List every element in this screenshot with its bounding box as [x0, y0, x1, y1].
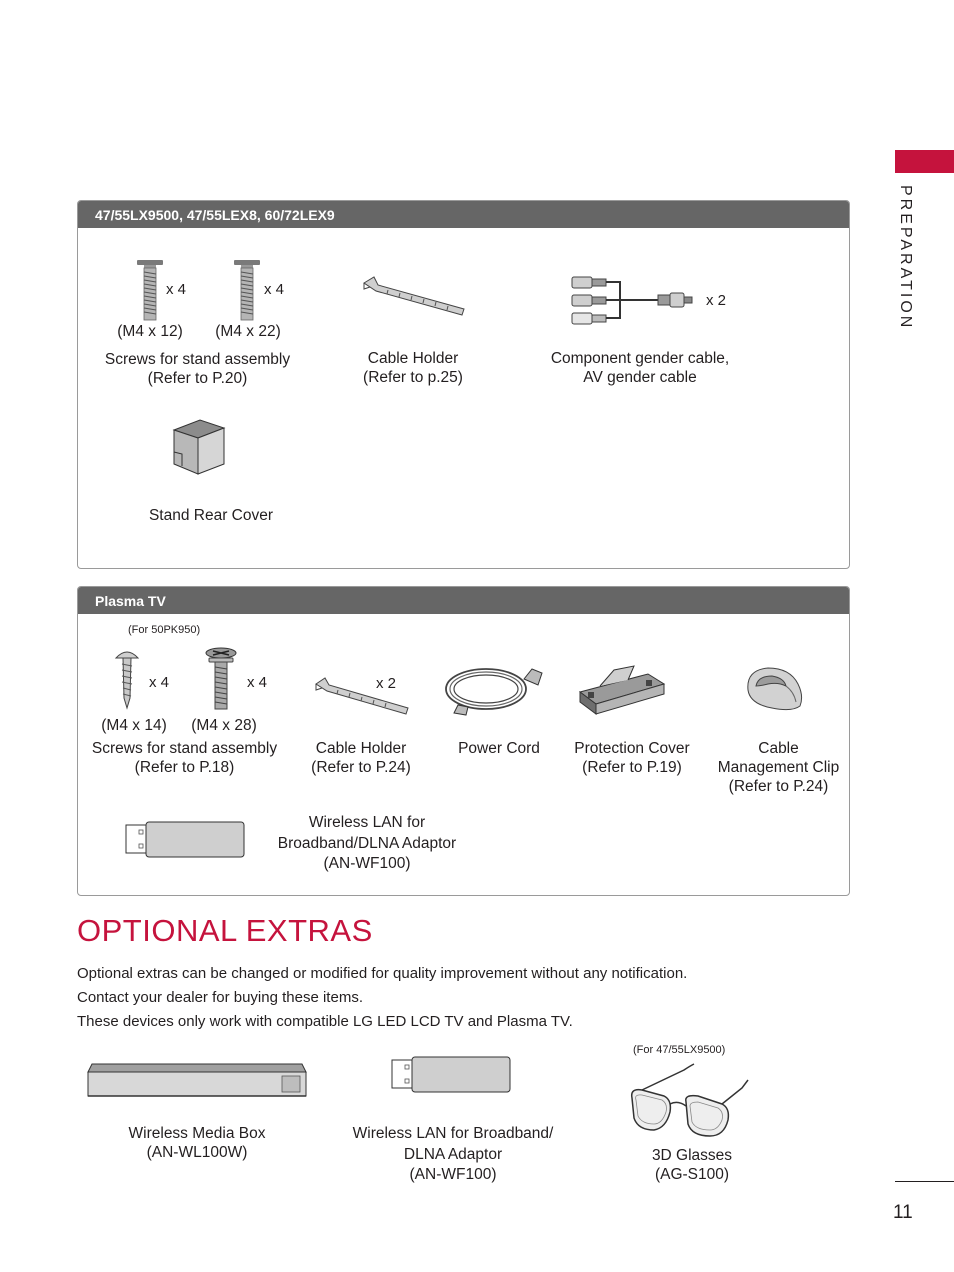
cable-clip-caption: Cable Management Clip (Refer to P.24) [717, 740, 840, 795]
intro-line-1: Optional extras can be changed or modified for quality improvement without any notification. [77, 965, 688, 982]
usb-adaptor-icon [392, 1056, 512, 1094]
plasma-screw-b-quantity: x 4 [247, 674, 268, 691]
plasma-screw-a-quantity: x 4 [149, 674, 170, 691]
screw-b-quantity: x 4 [264, 281, 285, 298]
power-cord-icon [440, 655, 545, 717]
wireless-lan-caption: Wireless LAN for Broadband/ DLNA Adaptor (AN-WF100) [352, 1125, 554, 1183]
plasma-screw-b-size: (M4 x 28) [191, 717, 257, 734]
plasma-wireless-lan-caption: Wireless LAN for Broadband/DLNA Adaptor (AN-WF100) [277, 814, 457, 872]
cable-clip-icon [742, 664, 806, 714]
3d-glasses-icon [628, 1060, 752, 1140]
plasma-box-header: Plasma TV [78, 587, 849, 614]
plasma-cable-holder-quantity: x 2 [376, 675, 397, 692]
page-number: 11 [893, 1202, 913, 1223]
plasma-screw-a-size: (M4 x 14) [101, 717, 167, 734]
section-tab-label: PREPARATION [897, 185, 914, 331]
stand-rear-cover-icon [172, 418, 226, 476]
page-number-rule [895, 1181, 954, 1182]
screw-a-size: (M4 x 12) [117, 323, 183, 340]
cable-holder-icon [360, 275, 470, 320]
plasma-cable-holder-caption: Cable Holder (Refer to P.24) [311, 740, 411, 776]
glasses-model-note: (For 47/55LX9500) [633, 1044, 726, 1056]
cable-holder-icon [312, 676, 412, 718]
intro-line-2: Contact your dealer for buying these items. [77, 989, 363, 1006]
plasma-screws-caption: Screws for stand assembly (Refer to P.18) [91, 740, 278, 776]
cable-holder-caption: Cable Holder (Refer to p.25) [363, 350, 463, 386]
gender-cable-icon [570, 275, 705, 330]
stand-rear-cover-caption: Stand Rear Cover [148, 507, 274, 524]
power-cord-caption: Power Cord [458, 740, 540, 757]
media-box-icon [86, 1062, 308, 1100]
screws-caption: Screws for stand assembly (Refer to P.20) [104, 351, 291, 387]
protection-cover-icon [578, 662, 666, 716]
screw-a-quantity: x 4 [166, 281, 187, 298]
screw-icon [232, 260, 262, 322]
gender-cable-quantity: x 2 [706, 292, 727, 309]
lcd-box-header: 47/55LX9500, 47/55LEX8, 60/72LEX9 [78, 201, 849, 228]
section-tab-marker [895, 150, 954, 173]
media-box-caption: Wireless Media Box (AN-WL100W) [128, 1125, 266, 1161]
screw-icon [114, 650, 140, 710]
optional-extras-title: OPTIONAL EXTRAS [77, 913, 373, 948]
plasma-model-note: (For 50PK950) [128, 624, 201, 636]
screw-icon [135, 260, 165, 322]
screw-b-size: (M4 x 22) [215, 323, 281, 340]
protection-cover-caption: Protection Cover (Refer to P.19) [574, 740, 690, 776]
glasses-caption: 3D Glasses (AG-S100) [651, 1147, 733, 1183]
usb-adaptor-icon [126, 821, 246, 859]
gender-cable-caption: Component gender cable, AV gender cable [550, 350, 730, 386]
intro-line-3: These devices only work with compatible LG LED LCD TV and Plasma TV. [77, 1013, 573, 1030]
screw-icon [204, 647, 238, 711]
